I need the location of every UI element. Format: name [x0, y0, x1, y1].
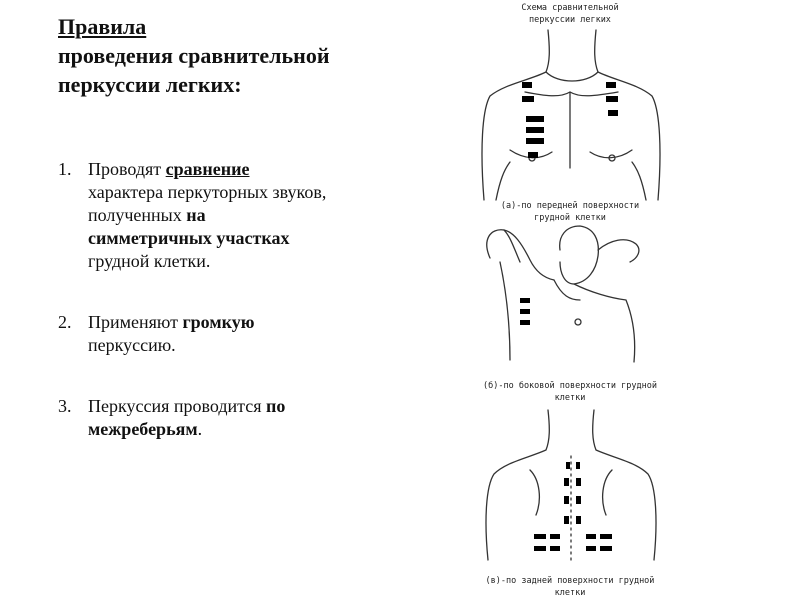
side-torso-illustration — [487, 226, 639, 362]
title-rest: проведения сравнительной перкуссии легких: — [58, 43, 330, 97]
back-torso-illustration — [486, 410, 656, 560]
caption-back-line-1: (в)-по задней поверхности грудной — [485, 576, 655, 586]
caption-side-line-2: клетки — [554, 393, 586, 403]
side-percussion-marks — [520, 298, 530, 325]
rule-text: Проводят — [88, 159, 166, 179]
rule-text: Перкуссия проводится — [88, 396, 267, 416]
rule-item-3 — [58, 395, 328, 441]
rule-number: 1. — [58, 159, 72, 179]
rules-list — [58, 158, 328, 441]
rule-item-1 — [58, 158, 328, 273]
rule-item-2 — [58, 311, 328, 357]
caption-front-line-2: грудной клетки — [534, 213, 606, 223]
rule-text: перкуссию. — [88, 335, 176, 355]
front-torso-illustration — [482, 30, 660, 200]
title-line-1: Правила — [58, 14, 147, 39]
caption-back-line-2: клетки — [554, 588, 586, 598]
rule-emphasis: по межреберьям — [88, 396, 286, 439]
rule-number: 3. — [58, 396, 72, 416]
rule-text: . — [197, 419, 203, 439]
rule-text: грудной клетки. — [88, 251, 211, 271]
slide-title — [58, 12, 338, 99]
rule-number: 2. — [58, 312, 72, 332]
rule-emphasis: громкую — [182, 312, 255, 332]
rule-text: Применяют — [88, 312, 183, 332]
caption-front-line-1: (а)-по передней поверхности — [500, 201, 640, 211]
rule-text: характера перкуторных звуков, полученных — [88, 182, 327, 225]
percussion-scheme-figure — [470, 0, 670, 599]
rule-emphasis: на симметричных участках — [88, 205, 290, 248]
figure-heading-line-1: Схема сравнительной — [521, 3, 619, 13]
back-percussion-marks — [534, 462, 612, 551]
figure-heading-line-2: перкуссии легких — [529, 15, 611, 25]
rule-emphasis: сравнение — [165, 159, 250, 179]
caption-side-line-1: (б)-по боковой поверхности грудной — [483, 381, 657, 391]
